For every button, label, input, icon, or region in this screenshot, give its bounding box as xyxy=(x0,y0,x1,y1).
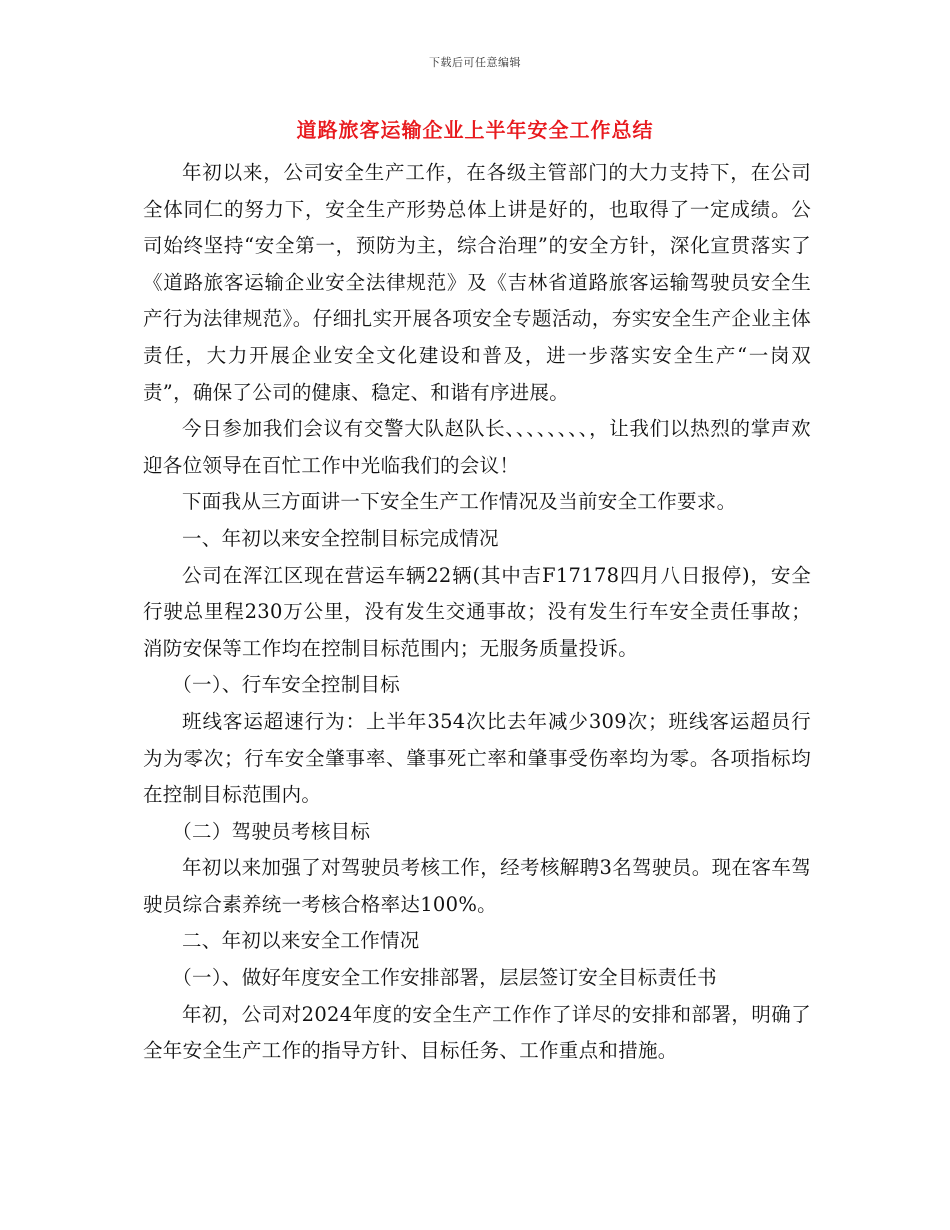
paragraph-fleet: 公司在浑江区现在营运车辆22辆(其中吉F17178四月八日报停)，安全行驶总里程230万公里，没有发生交通事故；没有发生行车安全责任事故；消防安保等工作均在控制目标范围内；无服务质量投诉。 xyxy=(143,563,811,660)
subsection-heading-1-2: （二）驾驶员考核目标 xyxy=(172,819,371,843)
paragraph-speeding: 班线客运超速行为：上半年354次比去年减少309次；班线客运超员行为为零次；行车安全肇事率、肇事死亡率和肇事受伤率均为零。各项指标均在控制目标范围内。 xyxy=(143,709,811,807)
subsection-heading-1-1: （一）、行车安全控制目标 xyxy=(172,673,401,697)
paragraph-intro: 年初以来，公司安全生产工作，在各级主管部门的大力支持下，在公司全体同仁的努力下，安全生产形势总体上讲是好的，也取得了一定成绩。公司始终坚持“安全第一，预防为主，综合治理”的安全方针，深化宣贯落实了《道路旅客运输企业安全法律规范》及《吉林省道路旅客运输驾驶员安全生产行为法律规范》。仔细扎实开展各项安全专题活动，夯实安全生产企业主体责任，大力开展企业安全文化建设和普及，进一步落实安全生产“一岗双责”，确保了公司的健康、稳定、和谐有序进展。 xyxy=(143,161,811,404)
document-title: 道路旅客运输企业上半年安全工作总结 xyxy=(296,118,654,142)
document-body xyxy=(143,155,811,1070)
subsection-heading-2-1: （一）、做好年度安全工作安排部署，层层签订安全目标责任书 xyxy=(172,966,717,990)
paragraph-driver-assessment: 年初以来加强了对驾驶员考核工作，经考核解聘3名驾驶员。现在客车驾驶员综合素养统一考核合格率达100%。 xyxy=(143,856,811,916)
paragraph-welcome: 今日参加我们会议有交警大队赵队长、、、、、、、、，让我们以热烈的掌声欢迎各位领导在百忙工作中光临我们的会议！ xyxy=(143,417,811,477)
paragraph-overview: 下面我从三方面讲一下安全生产工作情况及当前安全工作要求。 xyxy=(182,490,737,514)
section-heading-2: 二、年初以来安全工作情况 xyxy=(182,929,420,953)
paragraph-annual-plan: 年初，公司对2024年度的安全生产工作作了详尽的安排和部署，明确了全年安全生产工作的指导方针、目标任务、工作重点和措施。 xyxy=(143,1002,811,1063)
header-note: 下载后可任意编辑 xyxy=(429,56,521,69)
section-heading-1: 一、年初以来安全控制目标完成情况 xyxy=(182,526,499,550)
